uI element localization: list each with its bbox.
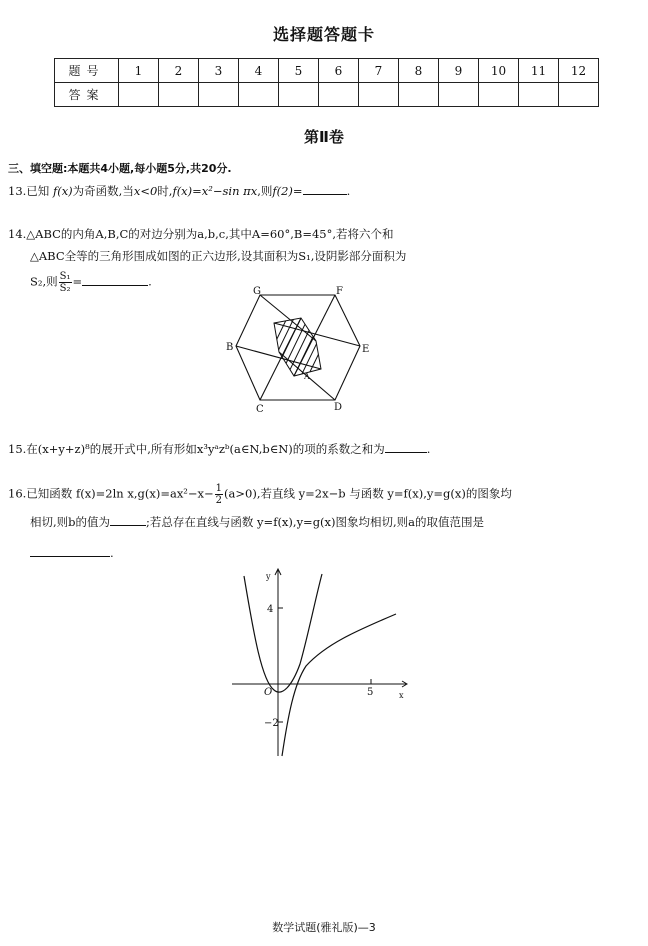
q13-expression: f(x)=x²−sin πx [172,184,258,198]
question-number-cell: 9 [439,59,479,83]
question-number-cell: 6 [319,59,359,83]
question-16-line-2 [30,514,484,530]
question-14-line-3 [30,271,152,294]
q15-text: 在(x+y+z)⁸的展开式中,所有形如x³yᵃzᵇ(a∈N,b∈N)的项的系数之和为 [26,442,385,456]
question-number-cell: 7 [359,59,399,83]
question-number-cell: 10 [479,59,519,83]
q16-line2-a: 相切,则b的值为 [30,515,111,529]
label-f: F [336,286,343,297]
q16-answer-blank-2[interactable] [30,555,110,557]
question-number-cell: 3 [199,59,239,83]
q13-answer-blank[interactable] [303,193,347,195]
hexagon-outline [236,295,360,400]
answer-cell-11[interactable] [519,83,559,107]
label-c: C [256,404,264,415]
page-footer: 数学试题(雅礼版)—3 [272,921,376,934]
q13-ask: f(2)= [272,184,303,198]
row-label-question-number: 题号 [55,59,119,83]
hexagon-figure [224,284,374,416]
q14-answer-blank[interactable] [82,284,148,286]
q14-line1: △ABC的内角A,B,C的对边分别为a,b,c,其中A=60°,B=45°,若将六个和 [26,227,394,241]
q13-end: . [346,184,351,198]
question-15 [8,441,430,457]
label-b: B [226,342,234,353]
q14-frac-num: S₁ [59,271,71,282]
function-graph [226,566,412,760]
q16-end: . [110,546,114,560]
answer-cell-1[interactable] [119,83,159,107]
question-13 [8,183,350,199]
question-14-line-2: △ABC全等的三角形围成如图的正六边形,设其面积为S₁,设阴影部分面积为 [30,249,407,263]
q14-number: 14. [8,227,27,241]
answer-cell-7[interactable] [359,83,399,107]
x-tick-label-5: 5 [367,687,374,698]
answer-card-title: 选择题答题卡 [272,25,375,44]
question-number-cell: 11 [519,59,559,83]
question-16-line-3 [30,546,114,560]
q13-fx: f(x) [52,184,73,198]
q16-frac-den: 2 [215,495,223,506]
q16-fraction [215,483,223,506]
q16-answer-blank-1[interactable] [110,524,146,526]
answer-card-row-answers [55,83,599,107]
q15-answer-blank[interactable] [385,451,427,453]
y-axis-label: y [266,572,271,581]
curve-f [282,614,396,756]
answer-cell-5[interactable] [279,83,319,107]
answer-card-row-numbers [55,59,599,83]
question-number-cell: 5 [279,59,319,83]
row-label-answer: 答案 [55,83,119,107]
question-16-line-1 [8,483,512,506]
y-tick-label-minus-2: −2 [264,718,279,729]
answer-cell-6[interactable] [319,83,359,107]
label-d: D [334,402,343,413]
x-axis-label: x [399,691,404,700]
question-number-cell: 2 [159,59,199,83]
inner-segment-e [274,323,360,346]
q13-number: 13. [8,184,27,198]
label-a: A [304,372,310,381]
question-number-cell: 1 [119,59,159,83]
question-number-cell: 12 [559,59,599,83]
answer-cell-9[interactable] [439,83,479,107]
q15-number: 15. [8,442,27,456]
question-14-line-1 [8,226,394,242]
y-tick-label-4: 4 [267,604,274,615]
answer-cell-3[interactable] [199,83,239,107]
q16-line1-b: (a>0),若直线 y=2x−b 与函数 y=f(x),y=g(x)的图象均 [224,486,512,501]
q14-line3-a: S₂,则 [30,274,58,289]
answer-cell-2[interactable] [159,83,199,107]
question-number-cell: 4 [239,59,279,83]
answer-cell-12[interactable] [559,83,599,107]
q14-fraction [59,271,72,294]
q14-end: . [148,274,152,289]
q13-text-a: 已知 [26,184,50,198]
q13-text-c: 时, [157,184,173,198]
q14-line3-b: = [72,274,83,289]
q16-line1-a: 已知函数 f(x)=2ln x,g(x)=ax²−x− [26,486,214,501]
q16-frac-num: 1 [215,483,223,494]
part-two-title: 第Ⅱ卷 [304,128,344,146]
origin-label: O [264,687,273,698]
answer-cell-8[interactable] [399,83,439,107]
q16-line2-b: ;若总存在直线与函数 y=f(x),y=g(x)图象均相切,则a的取值范围是 [146,515,485,529]
label-g: G [253,286,261,297]
q14-frac-den: S₂ [59,283,71,294]
question-number-cell: 8 [399,59,439,83]
q16-number: 16. [8,486,27,501]
answer-card-table [54,58,599,107]
answer-cell-10[interactable] [479,83,519,107]
answer-cell-4[interactable] [239,83,279,107]
q15-end: . [426,442,431,456]
label-e: E [362,344,370,355]
q13-condition: x<0 [133,184,158,198]
section-three-heading: 三、填空题:本题共4小题,每小题5分,共20分. [8,162,232,175]
curve-g [244,574,322,692]
q13-text-d: ,则 [257,184,273,198]
q13-text-b: 为奇函数,当 [72,184,134,198]
